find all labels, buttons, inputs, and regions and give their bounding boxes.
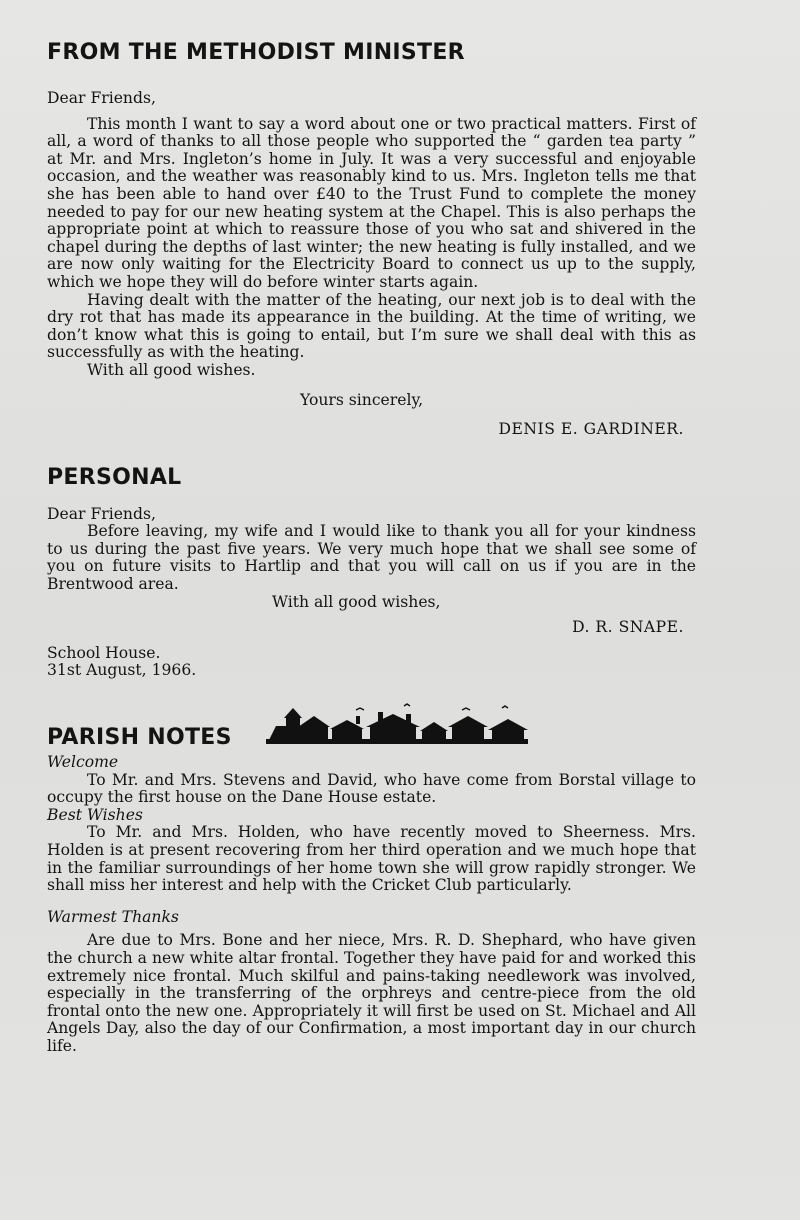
parish-header bbox=[47, 702, 696, 750]
personal-closing: With all good wishes, bbox=[272, 592, 441, 611]
welcome-text: To Mr. and Mrs. Stevens and David, who have come from Borstal village to occupy the first house on the Dane House estate. bbox=[47, 770, 696, 807]
minister-closing: Yours sincerely, bbox=[300, 390, 424, 409]
minister-wishes: With all good wishes. bbox=[87, 360, 256, 379]
parish-heading: PARISH NOTES bbox=[47, 725, 232, 751]
personal-heading: PERSONAL bbox=[47, 464, 182, 490]
best-wishes-title: Best Wishes bbox=[47, 805, 143, 824]
welcome-title: Welcome bbox=[47, 753, 119, 772]
village-silhouette-icon bbox=[266, 702, 528, 750]
personal-address: School House. bbox=[47, 643, 161, 662]
best-wishes-text: To Mr. and Mrs. Holden, who have recently moved to Sheerness. Mrs. Holden is at present recovering from her third operation and we much hope that in the familiar surroundings of her home town she will grow rapidly stronger. We shall miss her interest and help with the Cricket Club particularly. bbox=[47, 823, 696, 895]
minister-paragraph-1: This month I want to say a word about one or two practical matters. First of all, a word of thanks to all those people who supported the “ garden tea party ” at Mr. and Mrs. Ingleton’s home in July. It was a very successful and enjoyable occasion, and the weather was reasonably kind to us. Mrs. Ingleton tells me that she has been able to hand over £40 to the Trust Fund to complete the money needed to pay for our new heating system at the Chapel. This is also perhaps the appropriate point at which to reassure those of you who sat and shivered in the chapel during the depths of last winter; the new heating is fully installed, and we are now only waiting for the Electricity Board to connect us up to the supply, which we hope they will do before winter starts again. bbox=[47, 114, 696, 291]
personal-salutation: Dear Friends, bbox=[47, 504, 156, 523]
personal-signature: D. R. SNAPE. bbox=[572, 618, 684, 637]
warmest-thanks-title: Warmest Thanks bbox=[47, 907, 179, 926]
minister-heading: FROM THE METHODIST MINISTER bbox=[47, 40, 465, 65]
personal-paragraph: Before leaving, my wife and I would like to thank you all for your kindness to us during the past five years. We very much hope that we shall see some of you on future visits to Hartlip and that you will call on us if you are in the Brentwood area. bbox=[47, 522, 696, 594]
minister-salutation: Dear Friends, bbox=[47, 89, 156, 107]
personal-date: 31st August, 1966. bbox=[47, 661, 197, 680]
minister-signature: DENIS E. GARDINER. bbox=[498, 420, 684, 439]
warmest-thanks-text: Are due to Mrs. Bone and her niece, Mrs. R. D. Shephard, who have given the church a new white altar frontal. Together they have paid for and worked this extremely nice frontal. Much skilful and pains-taking needlework was involved, especially in the transferring of the orphreys and centre-piece from the old frontal onto the new one. Appropriately it will first be used on St. Michael and All Angels Day, also the day of our Confirmation, a most important day in our church life. bbox=[47, 931, 696, 1055]
minister-paragraph-2: Having dealt with the matter of the heating, our next job is to deal with the dry rot that has made its appearance in the building. At the time of writing, we don’t know what this is going to entail, but I’m sure we shall deal with this as successfully as with the heating. bbox=[47, 290, 696, 362]
